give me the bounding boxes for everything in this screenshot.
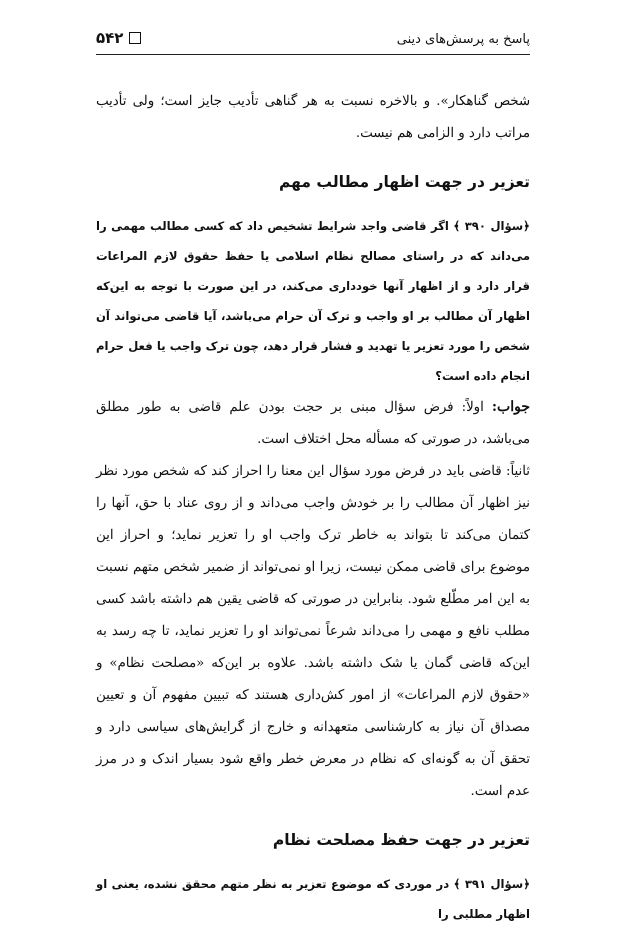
section-heading-2: تعزیر در جهت حفظ مصلحت نظام <box>272 830 530 849</box>
running-title: پاسخ به پرسش‌های دینی <box>396 32 530 47</box>
question-390-text: اگر قاضی واجد شرایط تشخیص داد که کسی مطالب مهمی را می‌داند که در راستای مصالح نظام اسلامی یا حفظ حقوق لازم المراعات قرار دارد و از اظهار آنها خودداری می‌کند، در این صورت با توجه به این‌که اظهار آن مطالب بر او واجب و ترک آن حرام می‌باشد، آیا قاضی می‌تواند آن شخص را مورد تعزیر یا تهدید و فشار قرار دهد، چون ترک واجب یا فعل حرام انجام داده است؟ <box>96 218 530 383</box>
page-number-block <box>96 29 141 47</box>
question-391-text: در موردی که موضوع تعزیر به نظر متهم محقق نشده، یعنی او اظهار مطلبی را <box>96 876 530 921</box>
intro-paragraph: شخص گناهکار». و بالاخره نسبت به هر گناهی تأدیب جایز است؛ ولی تأدیب مراتب دارد و الزامی هم نیست. <box>96 94 530 141</box>
answer-paragraph-2: ثانیاً: قاضی باید در فرض مورد سؤال این معنا را احراز کند که شخص مورد نظر نیز اظهار آن مطالب را بر خودش واجب می‌داند و از روی عناد با حق، آنها را کتمان می‌کند تا بتواند به خاطر ترک واجب او را تعزیر نماید؛ و احراز این موضوع برای قاضی ممکن نیست، زیرا او نمی‌تواند از ضمیر شخص متهم نسبت به این امر مطّلع شود. بنابراین در صورتی که قاضی یقین هم داشته باشد کسی مطلب نافع و مهمی را می‌داند شرعاً نمی‌تواند او را تعزیر نماید، تا چه رسد به این‌که قاضی گمان یا شک داشته باشد. علاوه بر این‌که «مصلحت نظام» و «حقوق لازم المراعات» از امور کش‌داری هستند که تبیین مفهوم آن و تعیین مصداق آن نیاز به کارشناسی متعهدانه و خارج از گرایش‌های سیاسی دارد و تحقق آن به گونه‌ای که نظام در معرض خطر واقع شود بسیار اندک و در مرز عدم است. <box>96 463 530 799</box>
answer-label: جواب: <box>491 398 530 415</box>
square-outline-icon <box>129 32 141 44</box>
question-391-tag: ﴿سؤال ۳۹۱ ﴾ <box>453 876 530 891</box>
question-390-tag: ﴿سؤال ۳۹۰ ﴾ <box>453 218 530 233</box>
page-body <box>96 86 530 929</box>
section-heading-1: تعزیر در جهت اظهار مطالب مهم <box>279 173 530 191</box>
question-390 <box>96 211 530 391</box>
answer-text-1: اولاً: فرض سؤال مبنی بر حجت بودن علم قاضی به طور مطلق می‌باشد، در صورتی که مسأله محل اختلاف است. <box>96 399 530 447</box>
page-number: ۵۴۲ <box>96 29 124 47</box>
page-header <box>96 26 530 55</box>
answer-paragraph-1 <box>96 391 530 456</box>
